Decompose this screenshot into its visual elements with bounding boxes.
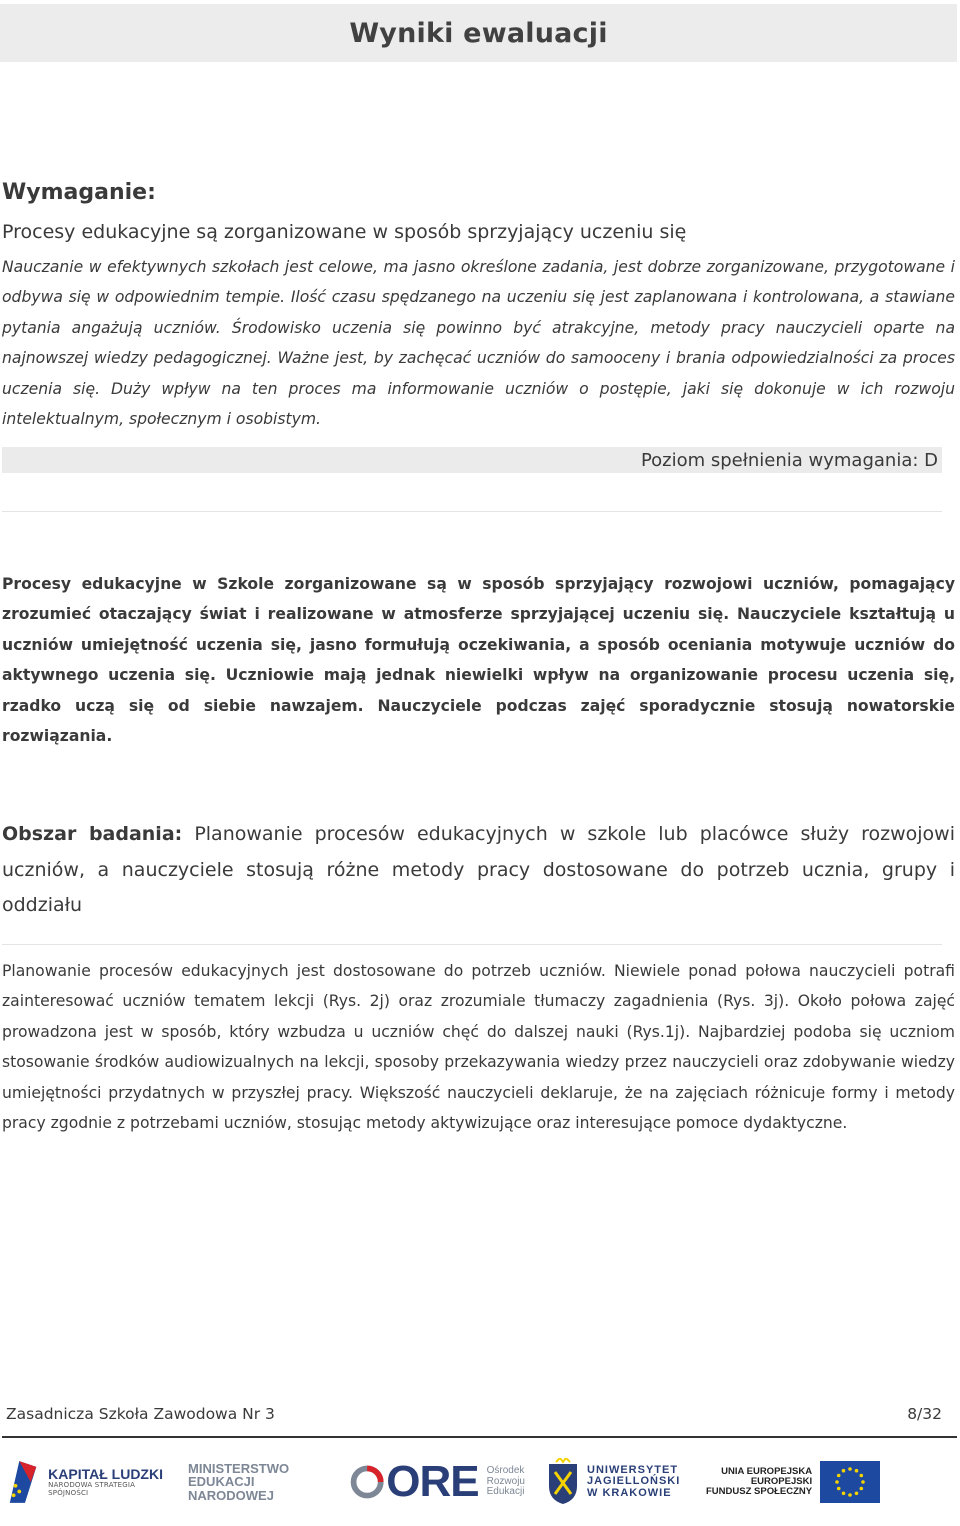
ore-line-2: Rozwoju bbox=[486, 1475, 525, 1487]
requirement-description: Nauczanie w efektywnych szkołach jest celowe, ma jasno określone zadania, jest dobrze zorganizowane, przygotowane i odbywa się w odpowiednim tempie. Ilość czasu spędzanego na uczeniu się jest zaplanowana i kontrolowana, a stawiane pytania angażują uczniów. Środowisko uczenia się powinno być atrakcyjne, metody pracy nauczycieli oparte na najnowszej wiedzy pedagogicznej. Ważne jest, by zachęcać uczniów do samooceny i brania odpowiedzialności za proces uczenia się. Duży wpływ na ten proces ma informowanie uczniów o postępie, jaki się dokonuje w ich rozwoju intelektualnym, społecznym i osobistym. bbox=[2, 258, 955, 429]
divider bbox=[2, 511, 942, 512]
uj-logo bbox=[546, 1446, 686, 1518]
header-bar bbox=[0, 4, 957, 62]
research-area-description: Planowanie procesów edukacyjnych jest dostosowane do potrzeb uczniów. Niewiele ponad połowa nauczycieli potrafi zainteresować uczniów tematem lekcji (Rys. 2j) oraz zrozumiale tłumaczy zagadnienia (Rys. 3j). Około połowa zajęć prowadzona jest w sposób, który wzbudza u uczniów chęć do dalszej nauki (Rys.1j). Najbardziej podoba się uczniom stosowanie środków audiowizualnych na lekcji, sposoby przekazywania wiedzy przez nauczycieli oraz zdobywanie wiedzy umiejętności przydatnych w przyszłej pracy. Większość nauczycieli deklaruje, że na zajęciach różnicuje formy i metody pracy zgodnie z potrzebami uczniów, stosując metody aktywizujące oraz interesujące pomoce dydaktyczne. bbox=[2, 962, 955, 1133]
ue-efs-logo bbox=[706, 1446, 956, 1518]
logo-strip bbox=[0, 1446, 960, 1518]
ore-line-3: Edukacji bbox=[486, 1486, 525, 1498]
page-title: Wyniki ewaluacji bbox=[349, 17, 608, 49]
research-area bbox=[2, 817, 955, 924]
kapital-ludzki-emblem-icon bbox=[6, 1456, 40, 1508]
men-line-3: NARODOWEJ bbox=[188, 1487, 274, 1503]
uj-line-3: W KRAKOWIE bbox=[587, 1486, 672, 1499]
requirement-label: Wymaganie: bbox=[2, 180, 156, 205]
divider bbox=[2, 944, 942, 945]
research-area-text: Planowanie procesów edukacyjnych w szkole lub placówce służy rozwojowi uczniów, a nauczyciele stosują różne metody pracy dostosowane do potrzeb ucznia, grupy i oddziału bbox=[2, 823, 955, 916]
ue-line-3: FUNDUSZ SPOŁECZNY bbox=[706, 1485, 813, 1497]
requirement-title: Procesy edukacyjne są zorganizowane w sposób sprzyjający uczeniu się bbox=[2, 221, 687, 243]
ue-line-2: EUROPEJSKI bbox=[750, 1476, 813, 1488]
uj-crest-icon bbox=[546, 1458, 580, 1506]
ore-wordmark: ORE bbox=[386, 1456, 479, 1506]
footer-rule bbox=[2, 1436, 957, 1438]
men-line-1: MINISTERSTWO bbox=[188, 1460, 290, 1476]
ore-logo bbox=[350, 1446, 525, 1518]
uj-line-1: UNIWERSYTET bbox=[587, 1463, 679, 1476]
eu-flag-icon bbox=[820, 1461, 880, 1503]
men-logo bbox=[188, 1446, 318, 1518]
ore-line-1: Ośrodek bbox=[486, 1465, 525, 1477]
kapital-ludzki-subtitle: NARODOWA STRATEGIA SPÓJNOŚCI bbox=[48, 1481, 136, 1498]
footer-page-number: 8/32 bbox=[907, 1405, 942, 1423]
requirement-level: Poziom spełnienia wymagania: D bbox=[2, 447, 942, 473]
kapital-ludzki-logo bbox=[6, 1446, 171, 1518]
ue-line-1: UNIA EUROPEJSKA bbox=[721, 1466, 813, 1478]
men-line-2: EDUKACJI bbox=[188, 1474, 255, 1490]
uj-line-2: JAGIELLOŃSKI bbox=[587, 1475, 681, 1488]
summary-paragraph: Procesy edukacyjne w Szkole zorganizowane są w sposób sprzyjający rozwojowi uczniów, pomagający zrozumieć otaczający świat i realizowane w atmosferze sprzyjającej uczeniu się. Nauczyciele kształtują u uczniów umiejętność uczenia się, jasno formułują oczekiwania, a sposób oceniania motywuje uczniów do aktywnego uczenia się. Uczniowie mają jednak niewielki wpływ na organizowanie procesu uczenia się, rzadko uczą się od siebie nawzajem. Nauczyciele podczas zajęć sporadycznie stosują nowatorskie rozwiązania. bbox=[2, 575, 955, 746]
footer-school-name: Zasadnicza Szkoła Zawodowa Nr 3 bbox=[6, 1405, 275, 1423]
ore-ring-icon bbox=[350, 1458, 384, 1506]
research-area-label: Obszar badania: bbox=[2, 823, 183, 845]
kapital-ludzki-title: KAPITAŁ LUDZKI bbox=[48, 1465, 163, 1482]
